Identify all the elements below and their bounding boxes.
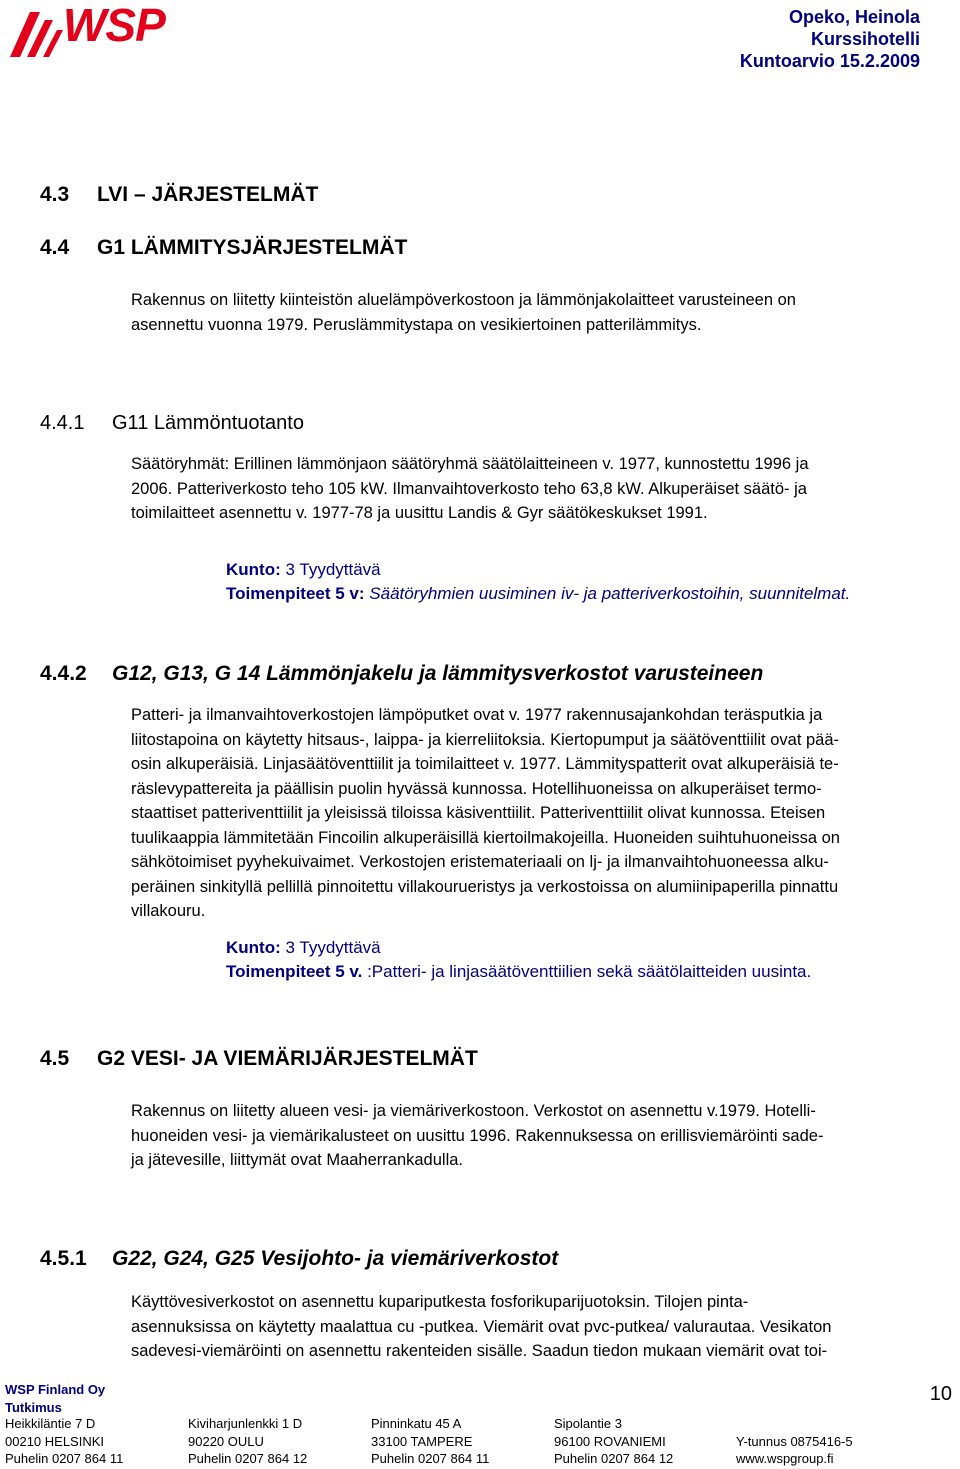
footer-company xyxy=(5,1381,105,1416)
footer-postcode: 90220 OULU xyxy=(188,1433,264,1449)
paragraph-4-5 xyxy=(131,1099,931,1173)
footer-phone: Puhelin 0207 864 12 xyxy=(554,1451,674,1466)
heading-title: G2 VESI- JA VIEMÄRIJÄRJESTELMÄT xyxy=(97,1047,478,1070)
text-line: asennuksissa on käytetty maalattua cu -putkea. Viemärit ovat pvc-putkea/ valurautaa. Vesikaton xyxy=(131,1317,832,1336)
footer-phone: Puhelin 0207 864 12 xyxy=(188,1451,308,1466)
heading-4-4-2 xyxy=(40,662,763,686)
kunto-value: 3 Tyydyttävä xyxy=(285,938,381,957)
heading-number: 4.4 xyxy=(40,236,70,259)
text-line: 2006. Patteriverkosto teho 105 kW. Ilmanvaihtoverkosto teho 63,8 kW. Alkuperäiset säätö- ja xyxy=(131,479,807,498)
footer-phone: Puhelin 0207 864 11 xyxy=(5,1451,124,1466)
text-line: Patteri- ja ilmanvaihtoverkostojen lämpöputket ovat v. 1977 rakennusajankohdan teräsputkia ja xyxy=(131,706,823,724)
document-header xyxy=(500,6,920,72)
footer-postcode: 00210 HELSINKI xyxy=(5,1433,105,1449)
toimenpiteet-value: :Patteri- ja linjasäätöventtiilien sekä säätölaitteiden uusinta. xyxy=(367,962,812,981)
header-building: Kurssihotelli xyxy=(810,29,920,49)
text-line: Rakennus on liitetty kiinteistön aluelämpöverkostoon ja lämmönjakolaitteet varusteineen on xyxy=(131,291,796,309)
text-line: Säätöryhmät: Erillinen lämmönjaon säätöryhmä säätölaitteineen v. 1977, kunnostettu 1996 ja xyxy=(131,455,809,473)
text-line: räslevypattereita ja päällisin puolin hyvässä kunnossa. Hotellihuoneissa on alkuperäiset termo- xyxy=(131,779,822,798)
text-line: villakouru. xyxy=(131,902,206,920)
footer-address: Sipolantie 3 xyxy=(554,1416,622,1431)
footer-address: Heikkiläntie 7 D xyxy=(5,1416,96,1431)
toimenpiteet-label: Toimenpiteet 5 v: xyxy=(226,584,365,603)
footer-address: Pinninkatu 45 A xyxy=(371,1416,462,1431)
text-line: huoneiden vesi- ja viemärikalusteet on uusittu 1996. Rakennuksessa on erillisviemäröinti sade- xyxy=(131,1126,824,1145)
heading-4-4 xyxy=(40,236,407,260)
heading-number: 4.5.1 xyxy=(40,1247,87,1270)
heading-title: G1 LÄMMITYSJÄRJESTELMÄT xyxy=(97,236,408,259)
text-line: tuulikaappia lämmitetään Fincoilin alkuperäisillä kiertoilmakojeilla. Huoneiden suihtuhuoneissa on xyxy=(131,828,840,847)
text-line: Rakennus on liitetty alueen vesi- ja viemäriverkostoon. Verkostot on asennettu v.1979. Hotelli- xyxy=(131,1102,816,1120)
footer-postcode: 96100 ROVANIEMI xyxy=(554,1433,666,1449)
toimenpiteet-value: Säätöryhmien uusiminen iv- ja patteriverkostoihin, suunnitelmat. xyxy=(369,584,851,603)
text-line: ja jätevesille, liittymät ovat Maaherrankadulla. xyxy=(131,1151,463,1169)
condition-block-4-4-1 xyxy=(226,558,850,606)
page-number: 10 xyxy=(929,1383,952,1405)
text-line: liitostapoina on käytetty hitsaus-, laippa- ja kierreliitoksia. Kiertopumput ja säätöventtiilit ovat pää- xyxy=(131,730,840,749)
footer-phone: Puhelin 0207 864 11 xyxy=(371,1451,490,1466)
heading-number: 4.5 xyxy=(40,1047,70,1070)
text-line: peräinen sinkityllä pellillä pinnoitettu villakourueristys ja verkostoissa on alumiinipaperilla pinnattu xyxy=(131,877,839,896)
toimenpiteet-label: Toimenpiteet 5 v. xyxy=(226,962,363,981)
footer-office-rovaniemi xyxy=(554,1415,673,1468)
paragraph-4-4-1 xyxy=(131,452,931,526)
heading-4-3 xyxy=(40,183,318,207)
footer-division: Tutkimus xyxy=(5,1399,62,1415)
footer-office-helsinki xyxy=(5,1415,123,1468)
paragraph-4-4 xyxy=(131,288,931,337)
heading-number: 4.3 xyxy=(40,183,70,206)
footer-website-link[interactable]: www.wspgroup.fi xyxy=(736,1451,834,1466)
text-line: toimilaitteet asennettu v. 1977-78 ja uusittu Landis & Gyr säätökeskukset 1991. xyxy=(131,504,708,522)
condition-block-4-4-2 xyxy=(226,936,811,984)
heading-title: G11 Lämmöntuotanto xyxy=(112,412,304,434)
heading-4-5-1 xyxy=(40,1247,558,1271)
footer-company-info xyxy=(736,1433,853,1468)
kunto-value: 3 Tyydyttävä xyxy=(285,560,381,579)
heading-title: G12, G13, G 14 Lämmönjakelu ja lämmitysverkostot varusteineen xyxy=(112,662,764,685)
header-report-date: Kuntoarvio 15.2.2009 xyxy=(739,51,920,71)
paragraph-4-5-1 xyxy=(131,1290,931,1364)
heading-number: 4.4.1 xyxy=(40,412,85,434)
heading-4-4-1 xyxy=(40,412,304,435)
kunto-label: Kunto: xyxy=(226,938,281,957)
kunto-label: Kunto: xyxy=(226,560,281,579)
footer-company-name: WSP Finland Oy xyxy=(5,1382,106,1397)
footer-business-id: Y-tunnus 0875416-5 xyxy=(736,1433,853,1449)
text-line: sadevesi-viemäröinti on asennettu rakenteiden sisälle. Saadun tiedon mukaan viemärit ovat toi- xyxy=(131,1342,828,1360)
text-line: Käyttövesiverkostot on asennettu kupariputkesta fosforikuparijuotoksin. Tilojen pinta- xyxy=(131,1293,749,1311)
heading-4-5 xyxy=(40,1047,478,1071)
text-line: osin alkuperäisiä. Linjasäätöventtiilit ja toimilaitteet v. 1977. Lämmityspatterit ovat alkuperäisiä te- xyxy=(131,755,839,773)
footer-office-tampere xyxy=(371,1415,489,1468)
header-project: Opeko, Heinola xyxy=(788,7,920,27)
wsp-logo xyxy=(5,2,205,62)
text-line: asennettu vuonna 1979. Peruslämmitystapa on vesikiertoinen patterilämmitys. xyxy=(131,315,702,334)
footer-office-oulu xyxy=(188,1415,307,1468)
paragraph-4-4-2 xyxy=(131,703,931,924)
wsp-logo-mark-icon xyxy=(5,2,65,62)
footer-postcode: 33100 TAMPERE xyxy=(371,1433,473,1449)
text-line: sähkötoimiset pyyhekuivaimet. Verkostojen eristemateriaali on lj- ja ilmanvaihtohuoneessa alku- xyxy=(131,853,829,871)
logo-text: WSP xyxy=(63,0,165,51)
heading-number: 4.4.2 xyxy=(40,662,87,685)
text-line: staattiset patteriventtiilit ja yleisissä tiloissa käsiventtiilit. Patteriventtiilit olivat kunnossa. Eteisen xyxy=(131,804,826,822)
heading-title: G22, G24, G25 Vesijohto- ja viemäriverkostot xyxy=(112,1247,559,1270)
footer-address: Kiviharjunlenkki 1 D xyxy=(188,1416,303,1431)
heading-title: LVI – JÄRJESTELMÄT xyxy=(97,183,319,206)
